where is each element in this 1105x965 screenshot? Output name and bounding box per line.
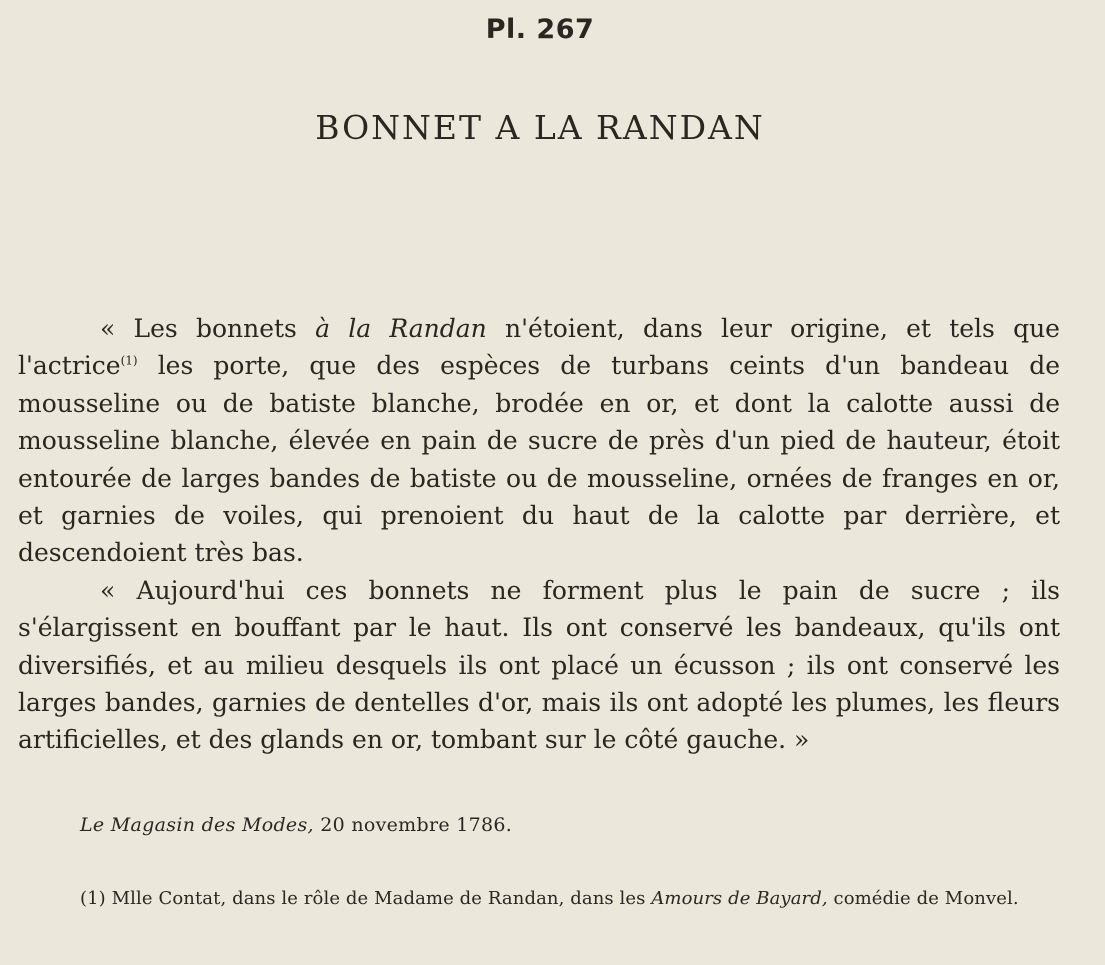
source-date: 20 novembre 1786.: [313, 814, 513, 836]
footnote-reference: (1): [120, 354, 138, 369]
footnote-marker: (1): [80, 888, 106, 909]
paragraph-1-text-b: les porte, que des espèces de turbans ceints d'un bandeau de mousseline ou de batiste blanche, brodée en or, et dont la calotte aussi de mousseline blanche, élevée en pain de sucre de près d'un pied de hauteur, étoit entourée de larges bandes de batiste ou de mousseline, ornées de franges en or, et garnies de voiles, qui prenoient du haut de la calotte par derrière, et descendoient très bas.: [18, 351, 1060, 568]
plate-number: Pl. 267: [485, 14, 595, 45]
footnote-italic-title: Amours de Bayard,: [651, 888, 828, 909]
paragraph-1: [18, 310, 1060, 572]
paragraph-1-italic: à la Randan: [315, 314, 487, 343]
footnote: [80, 888, 1060, 909]
footnote-text-b: comédie de Monvel.: [827, 888, 1019, 909]
quotation-body: [18, 310, 1060, 759]
page-title: BONNET A LA RANDAN: [315, 108, 765, 147]
source-citation: [80, 814, 512, 836]
paragraph-1-text-a: n'étoient, dans leur origine, et tels que l'actrice: [18, 314, 1060, 381]
footnote-text-a: Mlle Contat, dans le rôle de Madame de Randan, dans les: [105, 888, 652, 909]
paragraph-1-open: « Les bonnets: [100, 314, 316, 343]
paragraph-2: « Aujourd'hui ces bonnets ne forment plus le pain de sucre ; ils s'élargissent en bouffant par le haut. Ils ont conservé les bandeaux, qu'ils ont diversifiés, et au milieu desquels ils ont placé un écusson ; ils ont conservé les larges bandes, garnies de dentelles d'or, mais ils ont adopté les plumes, les fleurs artificielles, et des glands en or, tombant sur le côté gauche. »: [18, 575, 1060, 755]
source-publication: Le Magasin des Modes,: [80, 814, 314, 836]
